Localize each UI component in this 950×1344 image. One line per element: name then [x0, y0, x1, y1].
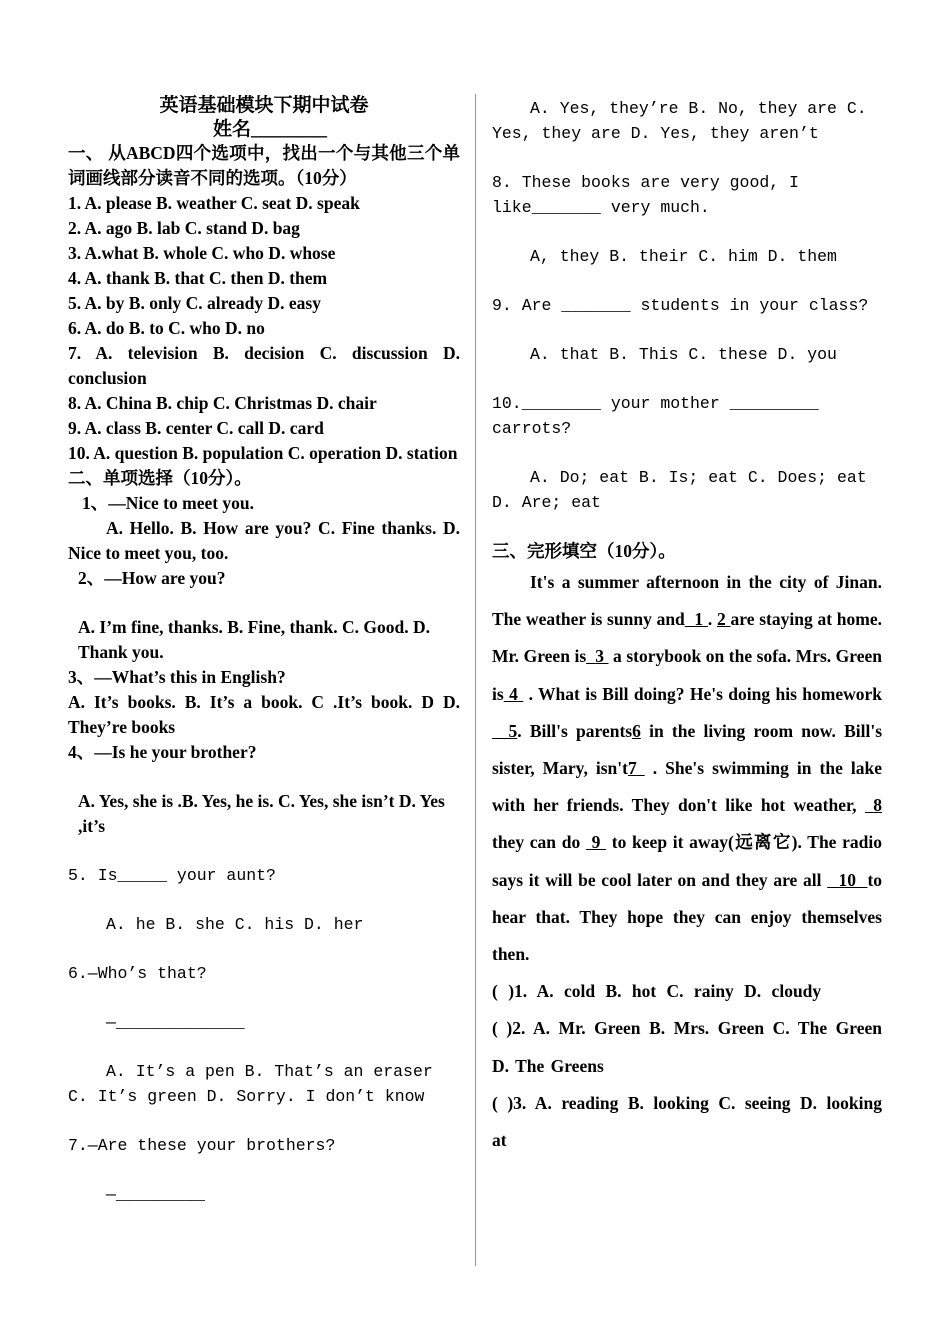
- s1-item-8: [68, 391, 460, 416]
- cloze-blank-10: 10: [838, 869, 857, 890]
- s1-item-9: [68, 416, 460, 441]
- cloze-q2: ( )2. A. Mr. Green B. Mrs. Green C. The Green D. The Greens: [492, 1018, 882, 1076]
- cloze-blank-1: 1: [694, 609, 704, 630]
- s2-q5-options: A. he B. she C. his D. her: [106, 915, 364, 934]
- s2-q6: 6.—Who’s that?: [68, 964, 207, 983]
- section3-heading: 三、完形填空（10分）。: [492, 541, 676, 561]
- s2-q1: 1、—Nice to meet you.: [82, 493, 255, 513]
- name-field: 姓名________: [212, 119, 327, 140]
- s1-item-6-text: 6. A. do B. to C. who D. no: [68, 318, 265, 338]
- right-column: [492, 96, 882, 1159]
- s2-q7-answer-blank: —_________: [106, 1185, 206, 1204]
- passage-text: to keep it away(远离它). The radio says it will be cool later on and they are all: [492, 832, 883, 890]
- s1-item-5-text: 5. A. by B. only C. already D. easy: [68, 293, 321, 313]
- s2-q10: 10.________ your mother _________ carrots?: [492, 394, 819, 438]
- passage-text: to hear that. They hope they can enjoy themselves then.: [492, 869, 883, 965]
- passage-text: . What is Bill doing? He's doing his homework: [523, 683, 883, 704]
- s2-q1-options: A. Hello. B. How are you? C. Fine thanks. D. Nice to meet you, too.: [68, 518, 460, 563]
- s2-q2-options: A. I’m fine, thanks. B. Fine, thank. C. Good. D. Thank you.: [78, 617, 430, 662]
- passage-text: It's a summer afternoon in the city of Jinan. The weather is sunny and: [492, 572, 882, 630]
- column-divider: [475, 94, 476, 1266]
- s2-q2: 2、—How are you?: [78, 568, 226, 588]
- section1-heading: 一、 从ABCD四个选项中，找出一个与其他三个单词画线部分读音不同的选项。（10分）: [68, 143, 460, 188]
- s2-q5: 5. Is_____ your aunt?: [68, 866, 276, 885]
- s2-q10-options: A. Do; eat B. Is; eat C. Does; eat D. Are; eat: [492, 468, 867, 512]
- s2-q6-options: A. It’s a pen B. That’s an eraser C. It’s green D. Sorry. I don’t know: [68, 1062, 433, 1106]
- passage-text: . She's swimming in the lake with her friends. They don't like hot weather,: [492, 758, 883, 816]
- s2-q8: 8. These books are very good, I like_______ very much.: [492, 173, 799, 217]
- exam-title: 英语基础模块下期中试卷: [159, 95, 369, 116]
- s1-item-3-text: 3. A.what B. whole C. who D. whose: [68, 243, 336, 263]
- section2-heading: 二、单项选择（10分）。: [68, 468, 252, 488]
- cloze-blank-9: 9: [591, 832, 601, 853]
- passage-text: .: [707, 609, 717, 630]
- s1-item-1-text: 1. A. please B. weather C. seat D. speak: [68, 193, 360, 213]
- cloze-blank-2: 2: [716, 609, 726, 630]
- s1-item-6: [68, 316, 460, 341]
- cloze-blank-3: 3: [595, 646, 604, 667]
- s2-q6-answer-blank: —_____________: [106, 1013, 245, 1032]
- passage-text: in the living room now. Bill's sister, Mary, isn't: [492, 720, 882, 779]
- s1-item-2-text: 2. A. ago B. lab C. stand D. bag: [68, 218, 300, 238]
- s2-q9-options: A. that B. This C. these D. you: [530, 345, 837, 364]
- s1-item-8-text: 8. A. China B. chip C. Christmas D. chair: [68, 393, 377, 413]
- cloze-blank-5: 5: [508, 720, 518, 741]
- s2-q4-options: A. Yes, she is .B. Yes, he is. C. Yes, she isn’t D. Yes ,it’s: [78, 791, 445, 836]
- s2-q4: 4、—Is he your brother?: [68, 742, 257, 762]
- s1-item-10: 10. A. question B. population C. operation D. station: [68, 443, 458, 463]
- passage-text: a storybook on the sofa. Mrs. Green is: [492, 646, 883, 704]
- passage-text: . Bill's parents: [517, 720, 633, 741]
- s1-item-3: [68, 241, 460, 266]
- cloze-blank-4: 4: [509, 683, 518, 704]
- cloze-blank-8: 8: [873, 795, 883, 816]
- s2-q8-options: A, they B. their C. him D. them: [530, 247, 837, 266]
- s1-item-4: [68, 266, 460, 291]
- s2-q7-options: A. Yes, they’re B. No, they are C. Yes, they are D. Yes, they aren’t: [492, 99, 867, 143]
- passage-text: they can do: [492, 832, 586, 853]
- s1-item-9-text: 9. A. class B. center C. call D. card: [68, 418, 324, 438]
- left-column: [68, 92, 460, 1207]
- cloze-blank-6: 6: [632, 720, 641, 741]
- s1-item-1: [68, 191, 460, 216]
- s2-q3-options: A. It’s books. B. It’s a book. C .It’s book. D D. They’re books: [68, 692, 460, 737]
- cloze-blank-7: 7: [627, 758, 637, 779]
- cloze-q3: ( )3. A. reading B. looking C. seeing D. looking at: [492, 1092, 882, 1151]
- s2-q7: 7.—Are these your brothers?: [68, 1136, 336, 1155]
- cloze-q1: ( )1. A. cold B. hot C. rainy D. cloudy: [492, 981, 822, 1002]
- s1-item-4-text: 4. A. thank B. that C. then D. them: [68, 268, 328, 288]
- passage-text: are staying at home. Mr. Green is: [492, 609, 883, 667]
- s1-item-5: [68, 291, 460, 316]
- s2-q9: 9. Are _______ students in your class?: [492, 296, 869, 315]
- cloze-passage: [492, 564, 882, 973]
- s1-item-2: [68, 216, 460, 241]
- s1-item-7: 7. A. television B. decision C. discussion D. conclusion: [68, 343, 460, 388]
- s2-q3: 3、—What’s this in English?: [68, 667, 286, 687]
